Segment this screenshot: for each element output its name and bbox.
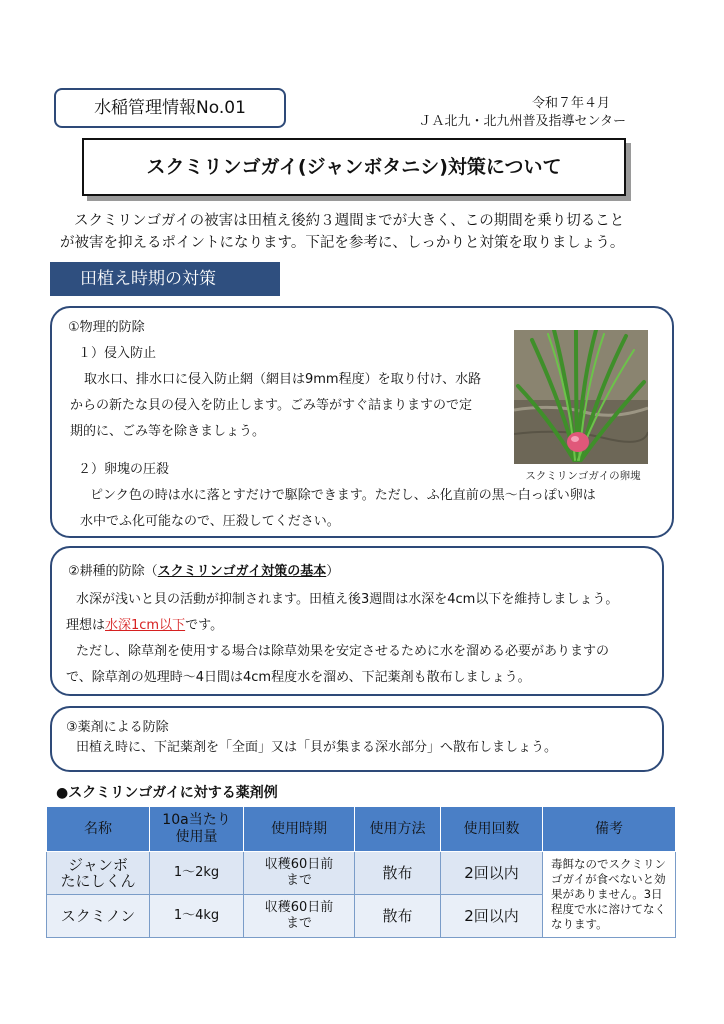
- panel2-heading-prefix: ②耕種的防除（: [68, 564, 158, 579]
- intro-paragraph: [60, 210, 680, 254]
- panel1-sub2-line-2: 水中でふ化可能なので、圧殺してください。: [80, 514, 340, 529]
- issue-date: 令和７年４月: [531, 96, 610, 111]
- cell-method: 散布: [355, 895, 441, 938]
- panel2-heading-emphasis: スクミリンゴガイ対策の基本: [157, 564, 327, 579]
- egg-mass-illustration: [514, 330, 648, 464]
- cell-timing-line-1: 収穫60日前: [264, 857, 334, 872]
- panel1-sub2: ２）卵塊の圧殺: [78, 462, 170, 477]
- photo-caption: スクミリンゴガイの卵塊: [525, 470, 641, 482]
- page-title: スクミリンゴガイ(ジャンボタニシ)対策について: [82, 138, 626, 196]
- panel2-heading: [68, 562, 339, 582]
- panel2-line-2-emphasis: 水深1cm以下: [105, 618, 186, 633]
- panel1-sub2-line-1: ピンク色の時は水に落とすだけで駆除できます。ただし、ふ化直前の黒～白っぽい卵は: [90, 488, 596, 503]
- panel3-heading: ③薬剤による防除: [66, 720, 169, 735]
- cell-name-line-1: ジャンボ: [68, 856, 128, 874]
- intro-line-2: が被害を抑えるポイントになります。下記を参考に、しっかりと対策を取りましょう。: [60, 235, 625, 251]
- col-header-count: 使用回数: [441, 807, 543, 852]
- document-tag: 水稲管理情報No.01: [54, 88, 286, 128]
- col-header-amount: [150, 807, 244, 852]
- panel2-line-2-prefix: 理想は: [66, 618, 106, 633]
- panel1-sub1-line-3: 期的に、ごみ等を除きましょう。: [70, 424, 266, 439]
- intro-line-1: スクミリンゴガイの被害は田植え後約３週間までが大きく、この期間を乗り切ること: [74, 213, 625, 229]
- panel1-sub1: １）侵入防止: [78, 346, 157, 361]
- panel1-sub1-line-2: からの新たな貝の侵入を防止します。ごみ等がすぐ詰まりますので定: [70, 398, 472, 413]
- table-header-row: [47, 807, 676, 852]
- cell-amount: 1～2kg: [150, 852, 244, 895]
- col-header-timing: 使用時期: [244, 807, 355, 852]
- panel2-heading-suffix: ）: [326, 564, 340, 579]
- table-title: ●スクミリンゴガイに対する薬剤例: [56, 785, 278, 801]
- cell-method: 散布: [355, 852, 441, 895]
- cell-count: 2回以内: [441, 895, 543, 938]
- pesticide-table: [46, 806, 676, 938]
- cell-timing-line-2: まで: [285, 873, 312, 888]
- panel1-sub1-line-1: 取水口、排水口に侵入防止網（網目は9mm程度）を取り付け、水路: [84, 372, 482, 387]
- cell-timing: [244, 852, 355, 895]
- col-header-amount-line-2: 使用量: [175, 829, 218, 845]
- panel2-line-2: [66, 616, 223, 636]
- cell-note: 毒餌なのでスクミリンゴガイが食べないと効果がありません。3日程度で水に溶けてなくなります。: [543, 852, 676, 938]
- panel3-line-1: 田植え時に、下記薬剤を「全面」又は「貝が集まる深水部分」へ散布しましょう。: [76, 740, 558, 755]
- panel1-heading: ①物理的防除: [68, 320, 145, 335]
- section-header: 田植え時期の対策: [50, 262, 280, 296]
- col-header-note: 備考: [543, 807, 676, 852]
- cell-timing: [244, 895, 355, 938]
- cell-timing-line-2: まで: [285, 916, 312, 931]
- col-header-method: 使用方法: [355, 807, 441, 852]
- cell-name-line-2: たにしくん: [60, 872, 136, 890]
- panel2-line-3: ただし、除草剤を使用する場合は除草効果を安定させるために水を溜める必要がありますの: [76, 644, 610, 659]
- publisher: ＪＡ北九・北九州普及指導センター: [418, 114, 626, 129]
- col-header-name: 名称: [47, 807, 150, 852]
- cell-count: 2回以内: [441, 852, 543, 895]
- egg-mass-photo: [514, 330, 648, 464]
- panel2-line-2-suffix: です。: [185, 618, 224, 633]
- panel2-line-1: 水深が浅いと貝の活動が抑制されます。田植え後3週間は水深を4cm以下を維持しましょう。: [76, 592, 619, 607]
- table-row: [47, 852, 676, 895]
- panel2-line-4: で、除草剤の処理時～4日間は4cm程度水を溜め、下記薬剤も散布しましょう。: [66, 670, 531, 685]
- cell-amount: 1～4kg: [150, 895, 244, 938]
- cell-name: スクミノン: [47, 895, 150, 938]
- cell-timing-line-1: 収穫60日前: [264, 900, 334, 915]
- col-header-amount-line-1: 10a当たり: [162, 812, 231, 828]
- cell-name: [47, 852, 150, 895]
